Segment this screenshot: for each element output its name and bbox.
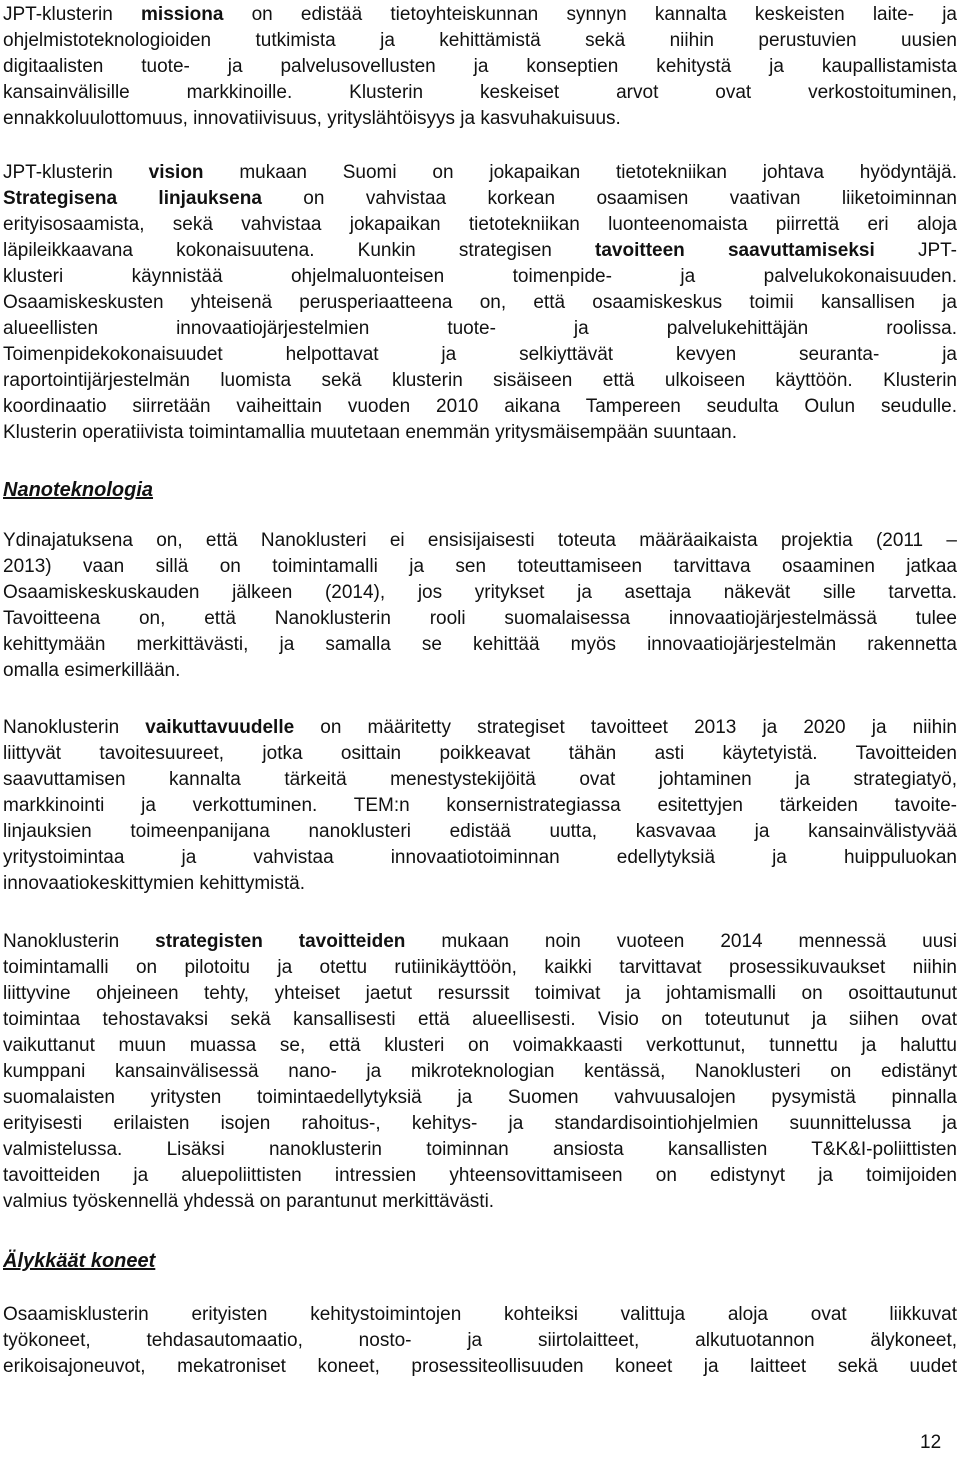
text-line: ohjelmistoteknologioiden tutkimista ja kehittämistä sekä niihin perustuvien uusien — [3, 30, 957, 51]
text-line: Strategisena linjauksena on vahvistaa korkean osaamisen vaativan liiketoiminnan — [3, 188, 957, 209]
text-line: Klusterin operatiivista toimintamallia muutetaan enemmän yritysmäisempään suuntaan. — [3, 422, 737, 443]
text-line: valmistelussa. Lisäksi nanoklusterin toiminnan ansiosta kansallisten T&K&I-poliittisten — [3, 1139, 957, 1160]
text-line: toimintaa tehostavaksi sekä kansallisesti että alueellisesti. Visio on toteutunut ja siihen ovat — [3, 1009, 957, 1030]
page-number: 12 — [920, 1432, 942, 1453]
text-line: Toimenpidekokonaisuudet helpottavat ja selkiyttävät kevyen seuranta- ja — [3, 344, 957, 365]
text-line: koordinaatio siirretään vaiheittain vuoden 2010 aikana Tampereen seudulta Oulun seudulle. — [3, 396, 957, 417]
paragraph-nano-core-idea — [3, 528, 957, 684]
text-line: Osaamiskeskuskauden jälkeen (2014), jos yritykset ja asettaja näkevät sille tarvetta. — [3, 582, 957, 603]
text-line: markkinointi ja verkottuminen. TEM:n konsernistrategiassa esitettyjen tärkeiden tavoite- — [3, 795, 957, 816]
text-line: Osaamiskeskusten yhteisenä perusperiaatteena on, että osaamiskeskus toimii kansallisen ja — [3, 292, 957, 313]
text-line: erityisosaamista, sekä vahvistaa jokapaikan tietotekniikan luonteenomaista piirrettä eri aloja — [3, 214, 957, 235]
text-line: 2013) vaan sillä on toimintamalli ja sen toteuttamiseen tarvittava osaaminen jatkaa — [3, 556, 957, 577]
section-heading-nanoteknologia — [3, 476, 957, 502]
section-heading: Älykkäät koneet — [3, 1250, 156, 1272]
text-line: JPT-klusterin vision mukaan Suomi on jokapaikan tietotekniikan johtava hyödyntäjä. — [3, 162, 957, 183]
text-line: Nanoklusterin strategisten tavoitteiden mukaan noin vuoteen 2014 mennessä uusi — [3, 931, 957, 952]
text-line: erityisesti erilaisten isojen rahoitus-, kehitys- ja standardisointiohjelmien suunnittelussa ja — [3, 1113, 957, 1134]
text-line: Osaamisklusterin erityisten kehitystoimintojen kohteiksi valittuja aloja ovat liikkuvat — [3, 1304, 957, 1325]
text-line: liittyvät tavoitesuureet, jotka osittain poikkeavat tähän asti käytetyistä. Tavoitteiden — [3, 743, 957, 764]
text-line: valmius työskennellä yhdessä on parantunut merkittävästi. — [3, 1191, 495, 1212]
paragraph-jpt-vision — [3, 160, 957, 446]
text-line: innovaatiokeskittymien kehittymistä. — [3, 873, 306, 894]
text-line: raportointijärjestelmän luomista sekä klusterin sisäiseen että ulkoiseen käyttöön. Klusterin — [3, 370, 957, 391]
text-line: alueellisten innovaatiojärjestelmien tuote- ja palvelukehittäjän roolissa. — [3, 318, 957, 339]
text-line: JPT-klusterin missiona on edistää tietoyhteiskunnan synnyn kannalta keskeisten laite- ja — [3, 4, 957, 25]
section-heading: Nanoteknologia — [3, 479, 154, 501]
text-line: kumppani kansainvälisessä nano- ja mikroteknologian kentässä, Nanoklusteri on edistänyt — [3, 1061, 957, 1082]
text-line: yritystoimintaa ja vahvistaa innovaatiotoiminnan edellytyksiä ja huippuluokan — [3, 847, 957, 868]
text-line: Tavoitteena on, että Nanoklusterin rooli suomalaisessa innovaatiojärjestelmässä tulee — [3, 608, 957, 629]
text-line: Nanoklusterin vaikuttavuudelle on määritetty strategiset tavoitteet 2013 ja 2020 ja niihin — [3, 717, 957, 738]
text-line: klusteri käynnistää ohjelmaluonteisen toimenpide- ja palvelukokonaisuuden. — [3, 266, 957, 287]
text-line: erikoisajoneuvot, mekatroniset koneet, prosessiteollisuuden koneet ja laitteet sekä uudet — [3, 1356, 957, 1377]
text-line: läpileikkaavana kokonaisuutena. Kunkin strategisen tavoitteen saavuttamiseksi JPT- — [3, 240, 957, 261]
text-line: vaikuttanut muun muassa se, että klusteri on voimakkaasti verkottunut, tunnettu ja haluttu — [3, 1035, 957, 1056]
text-line: työkoneet, tehdasautomaatio, nosto- ja siirtolaitteet, alkutuotannon älykoneet, — [3, 1330, 957, 1351]
text-line: kehittymään merkittävästi, ja samalla se kehittää myös innovaatiojärjestelmän rakennetta — [3, 634, 957, 655]
paragraph-nano-impact — [3, 715, 957, 897]
paragraph-jpt-mission — [3, 2, 957, 132]
text-line: tavoitteiden ja aluepoliittisten intressien yhteensovittamiseen on edistynyt ja toimijoiden — [3, 1165, 957, 1186]
section-heading-alykkaat-koneet — [3, 1247, 957, 1273]
text-line: omalla esimerkillään. — [3, 660, 181, 681]
text-line: Ydinajatuksena on, että Nanoklusteri ei ensisijaisesti toteuta määräaikaista projektia (2011 – — [3, 530, 957, 551]
text-line: suomalaisten yritysten toimintaedellytyksiä ja Suomen vahvuusalojen pysymistä pinnalla — [3, 1087, 957, 1108]
text-line: toimintamalli on pilotoitu ja otettu rutiinikäyttöön, kaikki tarvittavat prosessikuvaukset niihin — [3, 957, 957, 978]
text-line: digitaalisten tuote- ja palvelusovellusten ja konseptien kehitystä ja kaupallistamista — [3, 56, 957, 77]
paragraph-smart-machines — [3, 1302, 957, 1380]
paragraph-nano-strategic-goals — [3, 929, 957, 1215]
text-line: liittyvine ohjeineen tehty, yhteiset jaetut resurssit toimivat ja johtamismalli on osoittautunut — [3, 983, 957, 1004]
text-line: saavuttamisen kannalta tärkeitä menestystekijöitä ovat johtaminen ja strategiatyö, — [3, 769, 957, 790]
text-line: linjauksien toimeenpanijana nanoklusteri edistää uutta, kasvavaa ja kansainvälistyvää — [3, 821, 957, 842]
text-line: ennakkoluulottomuus, innovatiivisuus, yrityslähtöisyys ja kasvuhakuisuus. — [3, 108, 621, 129]
text-line: kansainvälisille markkinoille. Klusterin keskeiset arvot ovat verkostoituminen, — [3, 82, 957, 103]
